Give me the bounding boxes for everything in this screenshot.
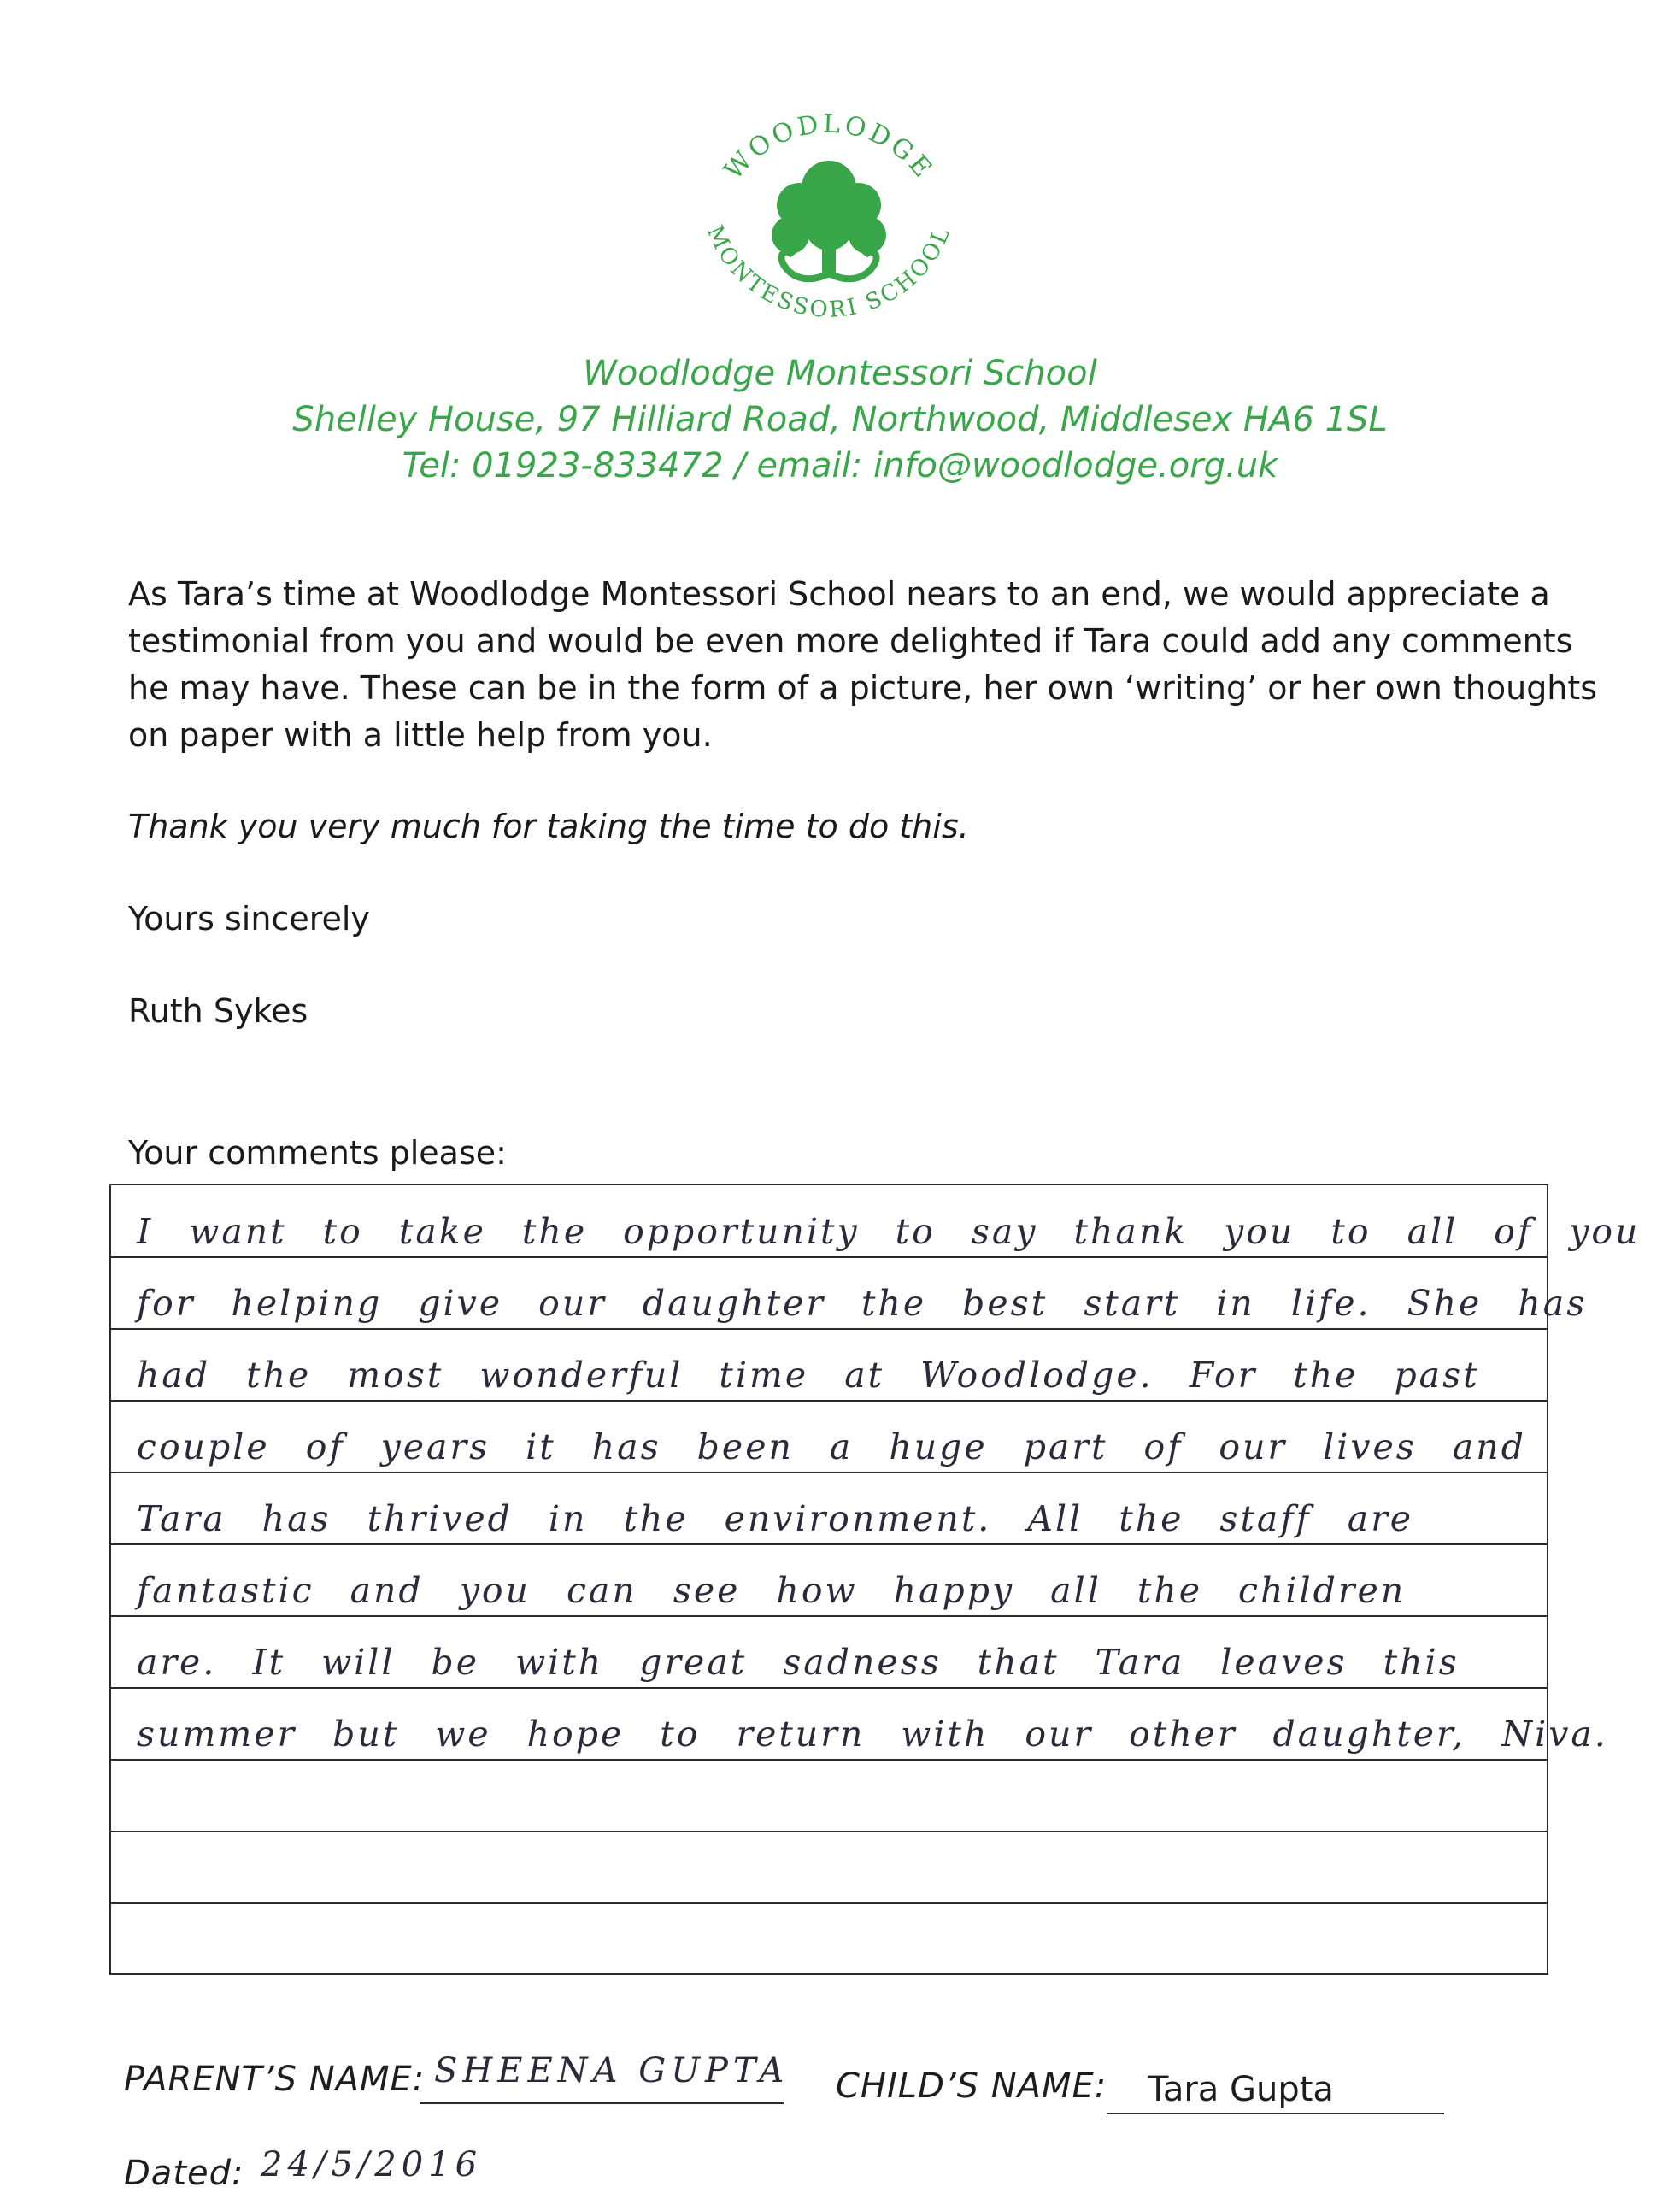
logo-text-bottom: MONTESSORI SCHOOL [701,221,956,324]
logo-text-top: WOODLODGE [718,109,940,186]
comments-box [109,1184,1641,1975]
ruled-line [111,1687,1547,1689]
handwritten-comment-line: summer but we hope to return with our other daughter, Niva. [137,1714,1608,1755]
ruled-line [111,1328,1547,1330]
handwritten-comment-line: I want to take the opportunity to say thank you to all of you [137,1211,1641,1252]
ruled-line [111,1256,1547,1258]
paragraph-line: testimonial from you and would be even more delighted if Tara could add any comments [128,622,1573,660]
handwritten-comment-line: had the most wonderful time at Woodlodge. For the past [137,1355,1480,1396]
paragraph-line: on paper with a little help from you. [128,716,713,754]
school-contact: Tel: 01923-833472 / email: info@woodlodge.org.uk [402,446,1278,485]
handwritten-comment-line: couple of years it has been a huge part of our lives and [137,1426,1526,1467]
thanks-line: Thank you very much for taking the time to do this. [128,808,969,845]
child-name-underline [1107,2113,1444,2114]
ruled-line [111,1902,1547,1904]
ruled-line [111,1759,1547,1761]
handwritten-comment-line: fantastic and you can see how happy all the children [137,1570,1407,1611]
parent-name-underline [420,2102,784,2104]
tree-icon [772,161,886,279]
handwritten-comment-line: for helping give our daughter the best start in life. She has [137,1283,1588,1324]
school-address: Shelley House, 97 Hilliard Road, Northwood, Middlesex HA6 1SL [292,400,1388,439]
paragraph-line: As Tara’s time at Woodlodge Montessori School nears to an end, we would appreciate a [128,575,1550,613]
child-name-value: Tara Gupta [1148,2070,1334,2109]
paragraph-line: he may have. These can be in the form of a picture, her own ‘writing’ or her own thoughts [128,669,1598,707]
ruled-line [111,1831,1547,1832]
school-name: Woodlodge Montessori School [583,354,1097,393]
ruled-line [111,1400,1547,1402]
handwritten-comment-line: are. It will be with great sadness that Tara leaves this [137,1642,1460,1683]
parent-name-value: SHEENA GUPTA [434,2051,790,2090]
closing-line: Yours sincerely [128,900,370,938]
ruled-line [111,1615,1547,1617]
signatory-name: Ruth Sykes [128,992,308,1030]
dated-label: Dated: [124,2154,244,2193]
comments-label: Your comments please: [128,1134,507,1172]
dated-value: 24/5/2016 [261,2145,483,2184]
school-logo [684,81,974,363]
ruled-line [111,1472,1547,1473]
parent-name-label: PARENT’S NAME: [124,2060,426,2099]
child-name-label: CHILD’S NAME: [836,2067,1107,2106]
letter-paragraph [128,571,1597,759]
handwritten-comment-line: Tara has thrived in the environment. All the staff are [137,1498,1414,1539]
ruled-line [111,1543,1547,1545]
